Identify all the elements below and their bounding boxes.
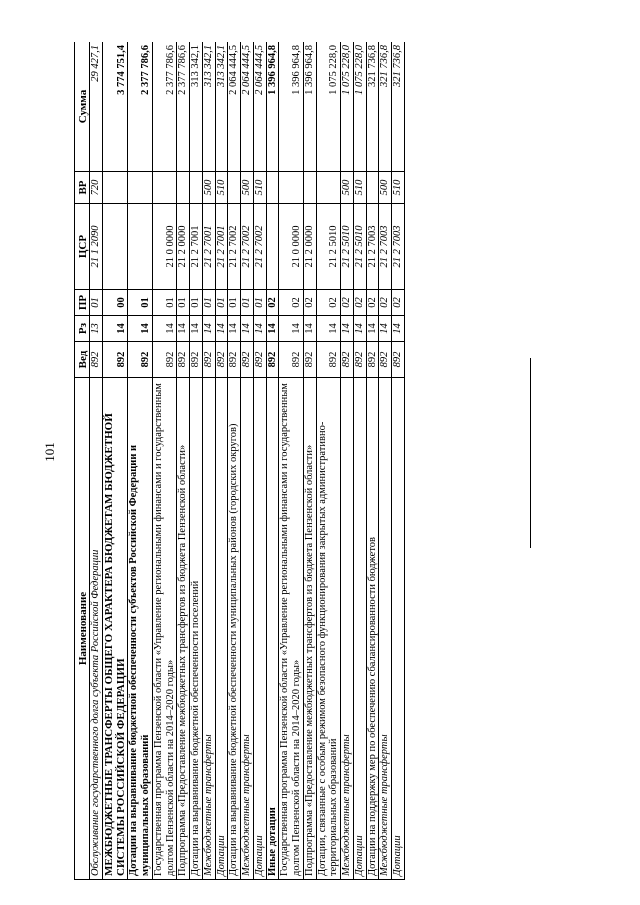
cell-vr: 720 <box>90 172 103 204</box>
cell-rz: 14 <box>228 316 241 342</box>
cell-pr: 02 <box>353 290 366 316</box>
header-rz: Рз <box>75 316 90 342</box>
cell-pr: 02 <box>303 290 316 316</box>
cell-vr <box>316 172 341 204</box>
table-row <box>253 42 266 880</box>
cell-ved: 892 <box>316 342 341 378</box>
cell-name: МЕЖБЮДЖЕТНЫЕ ТРАНСФЕРТЫ ОБЩЕГО ХАРАКТЕРА БЮДЖЕТАМ БЮДЖЕТНОЙ СИСТЕМЫ РОССИЙСКОЙ ФЕДЕРАЦИИ <box>102 378 128 880</box>
cell-rz: 14 <box>152 316 177 342</box>
header-vr: ВР <box>75 172 90 204</box>
cell-rz: 14 <box>353 316 366 342</box>
cell-ved: 892 <box>241 342 254 378</box>
cell-csr: 21 2 7002 <box>228 204 241 290</box>
cell-ved: 892 <box>392 342 405 378</box>
cell-pr: 01 <box>128 290 153 316</box>
cell-csr: 21 2 5010 <box>341 204 354 290</box>
header-csr: ЦСР <box>75 204 90 290</box>
cell-csr: 21 2 5010 <box>353 204 366 290</box>
cell-vr: 510 <box>215 172 228 204</box>
cell-name: Межбюджетные трансферты <box>202 378 215 880</box>
table-row <box>202 42 215 880</box>
cell-pr: 01 <box>202 290 215 316</box>
cell-vr: 500 <box>379 172 392 204</box>
cell-name: Дотации <box>215 378 228 880</box>
cell-name: Дотации <box>253 378 266 880</box>
cell-csr: 21 2 7001 <box>202 204 215 290</box>
table-row <box>177 42 190 880</box>
cell-name: Дотации на выравнивание бюджетной обеспеченности муниципальных районов (городских округов) <box>228 378 241 880</box>
cell-sum: 313 342,1 <box>202 42 215 172</box>
table-header-row <box>75 42 90 880</box>
cell-pr: 01 <box>215 290 228 316</box>
cell-sum: 1 075 228,0 <box>353 42 366 172</box>
cell-name: Дотации, связанные с особым режимом безопасного функционирования закрытых административно-территориальных образований <box>316 378 341 880</box>
cell-rz: 14 <box>190 316 203 342</box>
cell-ved: 892 <box>228 342 241 378</box>
cell-pr: 02 <box>316 290 341 316</box>
header-pr: ПР <box>75 290 90 316</box>
cell-vr <box>266 172 279 204</box>
cell-ved: 892 <box>152 342 177 378</box>
cell-name: Иные дотации <box>266 378 279 880</box>
cell-pr: 02 <box>366 290 379 316</box>
cell-rz: 14 <box>177 316 190 342</box>
cell-vr <box>190 172 203 204</box>
cell-rz: 14 <box>303 316 316 342</box>
cell-ved: 892 <box>253 342 266 378</box>
cell-pr: 00 <box>102 290 128 316</box>
cell-sum: 2 377 786,6 <box>152 42 177 172</box>
cell-vr <box>102 172 128 204</box>
cell-name: Межбюджетные трансферты <box>341 378 354 880</box>
cell-name: Подпрограмма «Предоставление межбюджетных трансфертов из бюджета Пензенской области» <box>177 378 190 880</box>
cell-csr <box>266 204 279 290</box>
cell-ved: 892 <box>190 342 203 378</box>
cell-ved: 892 <box>202 342 215 378</box>
cell-name: Дотации на выравнивание бюджетной обеспеченности поселений <box>190 378 203 880</box>
table-row <box>353 42 366 880</box>
cell-sum: 1 075 228,0 <box>316 42 341 172</box>
cell-ved: 892 <box>341 342 354 378</box>
cell-vr: 500 <box>241 172 254 204</box>
cell-rz: 14 <box>202 316 215 342</box>
table-row <box>128 42 153 880</box>
cell-pr: 02 <box>341 290 354 316</box>
cell-sum: 2 064 444,5 <box>241 42 254 172</box>
cell-rz: 14 <box>102 316 128 342</box>
cell-ved: 892 <box>128 342 153 378</box>
cell-ved: 892 <box>379 342 392 378</box>
cell-vr: 510 <box>253 172 266 204</box>
cell-sum: 321 736,8 <box>379 42 392 172</box>
cell-pr: 02 <box>379 290 392 316</box>
cell-csr: 21 0 0000 <box>279 204 304 290</box>
cell-vr: 510 <box>392 172 405 204</box>
cell-csr: 21 2 0000 <box>177 204 190 290</box>
cell-csr: 21 2 7003 <box>379 204 392 290</box>
page-number: 101 <box>42 442 57 462</box>
cell-vr: 510 <box>353 172 366 204</box>
table-row <box>241 42 254 880</box>
table-row <box>215 42 228 880</box>
cell-vr <box>228 172 241 204</box>
table-row <box>303 42 316 880</box>
cell-sum: 29 427,1 <box>90 42 103 172</box>
cell-name: Дотации на выравнивание бюджетной обеспеченности субъектов Российской Федерации и муниципальных образований <box>128 378 153 880</box>
cell-pr: 01 <box>152 290 177 316</box>
cell-pr: 01 <box>190 290 203 316</box>
table-row <box>228 42 241 880</box>
cell-vr <box>303 172 316 204</box>
cell-vr: 500 <box>341 172 354 204</box>
cell-sum: 1 396 964,8 <box>303 42 316 172</box>
table-row <box>379 42 392 880</box>
cell-pr: 02 <box>266 290 279 316</box>
cell-pr: 01 <box>241 290 254 316</box>
cell-pr: 02 <box>279 290 304 316</box>
cell-rz: 14 <box>215 316 228 342</box>
header-name: Наименование <box>75 378 90 880</box>
cell-csr: 21 2 7003 <box>392 204 405 290</box>
cell-csr: 21 2 7001 <box>215 204 228 290</box>
cell-sum: 321 736,8 <box>366 42 379 172</box>
table-row <box>392 42 405 880</box>
cell-sum: 313 342,1 <box>215 42 228 172</box>
cell-pr: 01 <box>90 290 103 316</box>
cell-ved: 892 <box>266 342 279 378</box>
cell-csr: 21 2 7002 <box>253 204 266 290</box>
cell-csr: 21 0 0000 <box>152 204 177 290</box>
table-row <box>341 42 354 880</box>
cell-rz: 14 <box>366 316 379 342</box>
cell-csr: 21 1 2090 <box>90 204 103 290</box>
cell-rz: 14 <box>379 316 392 342</box>
cell-rz: 14 <box>266 316 279 342</box>
cell-rz: 14 <box>279 316 304 342</box>
cell-sum: 2 064 444,5 <box>253 42 266 172</box>
cell-name: Дотации <box>392 378 405 880</box>
cell-name: Подпрограмма «Предоставление межбюджетных трансфертов из бюджета Пензенской области» <box>303 378 316 880</box>
cell-ved: 892 <box>215 342 228 378</box>
cell-ved: 892 <box>366 342 379 378</box>
rotated-content <box>74 42 594 880</box>
cell-name: Дотации <box>353 378 366 880</box>
cell-rz: 14 <box>128 316 153 342</box>
cell-csr: 21 2 7002 <box>241 204 254 290</box>
table-row <box>152 42 177 880</box>
cell-ved: 892 <box>303 342 316 378</box>
table-row <box>279 42 304 880</box>
cell-ved: 892 <box>90 342 103 378</box>
cell-pr: 02 <box>392 290 405 316</box>
cell-vr <box>128 172 153 204</box>
cell-vr <box>177 172 190 204</box>
cell-csr <box>102 204 128 290</box>
cell-vr: 500 <box>202 172 215 204</box>
cell-ved: 892 <box>177 342 190 378</box>
cell-name: Межбюджетные трансферты <box>241 378 254 880</box>
cell-sum: 1 396 964,8 <box>266 42 279 172</box>
cell-rz: 14 <box>392 316 405 342</box>
cell-pr: 01 <box>253 290 266 316</box>
cell-sum: 3 774 751,4 <box>102 42 128 172</box>
cell-pr: 01 <box>177 290 190 316</box>
cell-sum: 2 377 786,6 <box>128 42 153 172</box>
cell-rz: 13 <box>90 316 103 342</box>
cell-name: Государственная программа Пензенской области «Управление региональными финансами и государственным долгом Пензенской области на 2014–2020 годы» <box>152 378 177 880</box>
cell-pr: 01 <box>228 290 241 316</box>
cell-ved: 892 <box>279 342 304 378</box>
table-row <box>266 42 279 880</box>
cell-sum: 313 342,1 <box>190 42 203 172</box>
cell-sum: 2 064 444,5 <box>228 42 241 172</box>
rotated-page <box>74 42 594 880</box>
table-row <box>90 42 103 880</box>
cell-sum: 1 075 228,0 <box>341 42 354 172</box>
cell-name: Межбюджетные трансферты <box>379 378 392 880</box>
cell-name: Государственная программа Пензенской области «Управление региональными финансами и государственным долгом Пензенской области на 2014–2020 годы» <box>279 378 304 880</box>
table-row <box>316 42 341 880</box>
cell-csr: 21 2 7003 <box>366 204 379 290</box>
cell-sum: 321 736,8 <box>392 42 405 172</box>
header-ved: Вед <box>75 342 90 378</box>
cell-csr: 21 2 0000 <box>303 204 316 290</box>
cell-sum: 2 377 786,6 <box>177 42 190 172</box>
cell-rz: 14 <box>241 316 254 342</box>
cell-sum: 1 396 964,8 <box>279 42 304 172</box>
cell-vr <box>366 172 379 204</box>
cell-name: Дотации на поддержку мер по обеспечению сбалансированности бюджетов <box>366 378 379 880</box>
cell-vr <box>152 172 177 204</box>
cell-name: Обслуживание государственного долга субъекта Российской Федерации <box>90 378 103 880</box>
header-sum: Сумма <box>75 42 90 172</box>
table-row <box>190 42 203 880</box>
cell-csr: 21 2 7001 <box>190 204 203 290</box>
cell-rz: 14 <box>341 316 354 342</box>
table-row <box>366 42 379 880</box>
cell-rz: 14 <box>253 316 266 342</box>
cell-csr: 21 2 5010 <box>316 204 341 290</box>
cell-vr <box>279 172 304 204</box>
cell-ved: 892 <box>102 342 128 378</box>
table-row <box>102 42 128 880</box>
cell-ved: 892 <box>353 342 366 378</box>
cell-csr <box>128 204 153 290</box>
cell-rz: 14 <box>316 316 341 342</box>
budget-table <box>74 42 405 880</box>
